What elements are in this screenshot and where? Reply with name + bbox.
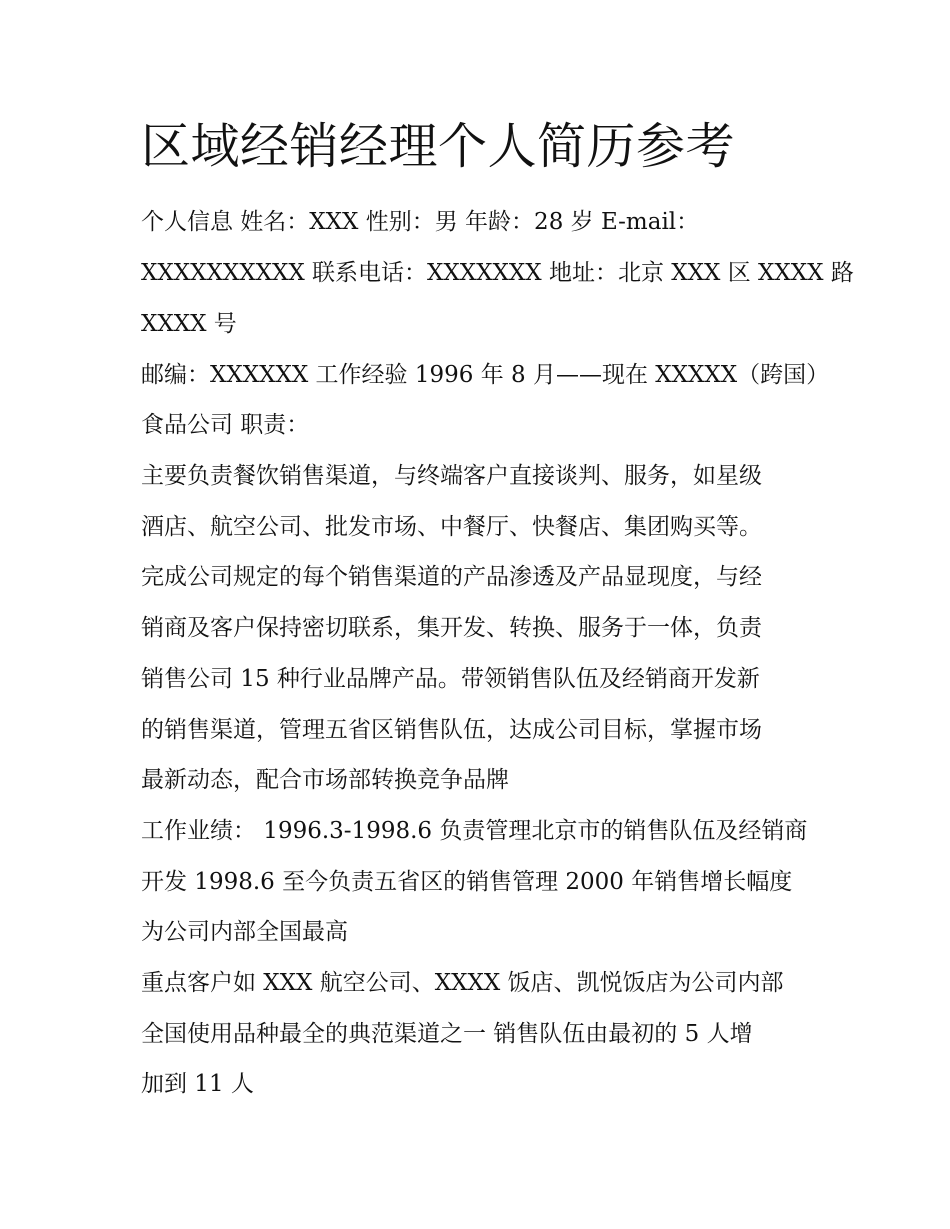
text-line: 工作业绩： 1996.3-1998.6 负责管理北京市的销售队伍及经销商: [141, 818, 808, 844]
text-line: 重点客户如 XXX 航空公司、XXXX 饭店、凯悦饭店为公司内部: [141, 970, 784, 996]
text-line: 加到 11 人: [141, 1071, 254, 1097]
text-line: 的销售渠道，管理五省区销售队伍，达成公司目标，掌握市场: [141, 717, 762, 743]
document-title: 区域经销经理个人简历参考: [141, 118, 736, 175]
text-line: 主要负责餐饮销售渠道，与终端客户直接谈判、服务，如星级: [141, 463, 762, 489]
text-line: 为公司内部全国最高: [141, 919, 348, 945]
text-line: 销售公司 15 种行业品牌产品。带领销售队伍及经销商开发新: [141, 666, 760, 692]
text-line: 个人信息 姓名：XXX 性别：男 年龄：28 岁 E-mail：: [141, 209, 700, 235]
text-line: 全国使用品种最全的典范渠道之一 销售队伍由最初的 5 人增: [141, 1021, 753, 1047]
text-line: 酒店、航空公司、批发市场、中餐厅、快餐店、集团购买等。: [141, 514, 762, 540]
text-line: 开发 1998.6 至今负责五省区的销售管理 2000 年销售增长幅度: [141, 869, 793, 895]
text-line: 最新动态，配合市场部转换竞争品牌: [141, 767, 509, 793]
text-line: 食品公司 职责：: [141, 412, 310, 438]
text-line: 邮编：XXXXXX 工作经验 1996 年 8 月——现在 XXXXX（跨国）: [141, 362, 830, 388]
text-line: XXXX 号: [141, 311, 237, 337]
text-line: 完成公司规定的每个销售渠道的产品渗透及产品显现度，与经: [141, 564, 762, 590]
text-line: XXXXXXXXXX 联系电话：XXXXXXX 地址：北京 XXX 区 XXXX 路: [141, 260, 854, 286]
text-line: 销商及客户保持密切联系，集开发、转换、服务于一体，负责: [141, 615, 762, 641]
